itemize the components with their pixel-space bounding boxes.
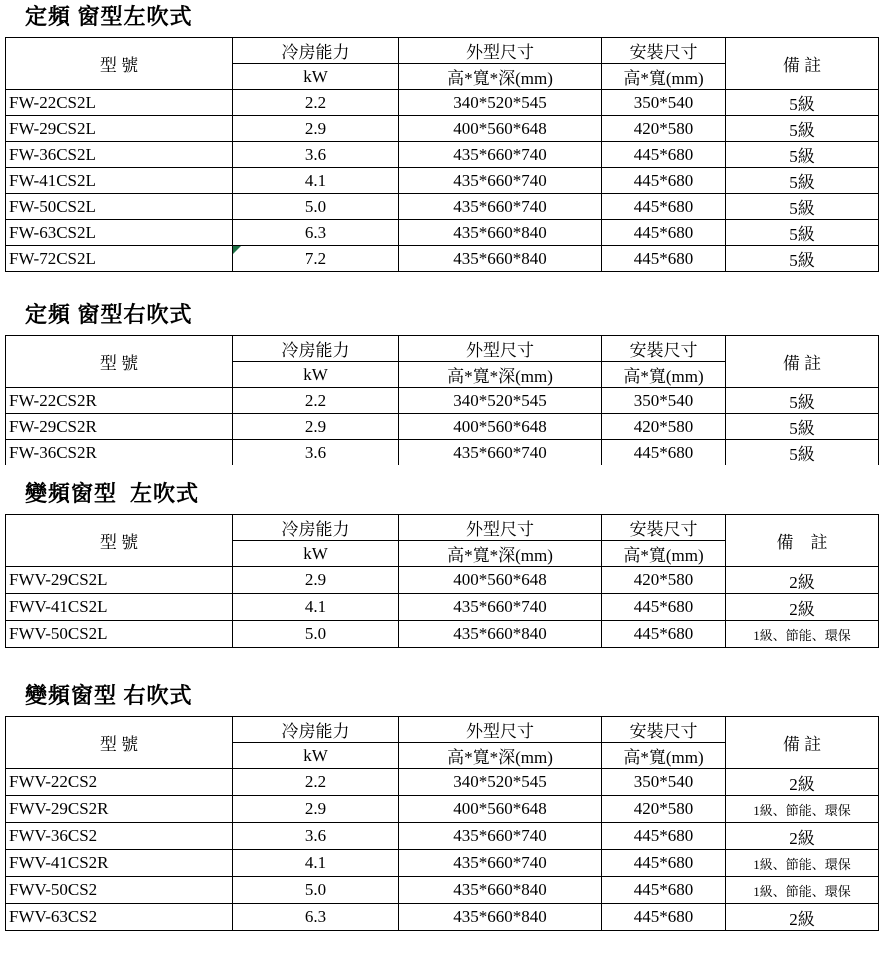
- cell-note: 1級、節能、環保: [726, 796, 879, 823]
- cell-note: 1級、節能、環保: [726, 850, 879, 877]
- header-dims-unit: 高*寬*深(mm): [399, 64, 602, 90]
- header-install-unit: 高*寬(mm): [602, 64, 726, 90]
- cell-kw: 5.0: [233, 877, 399, 904]
- spec-table-inverter-right: [5, 716, 879, 931]
- spec-table-fixed-left: [5, 37, 879, 272]
- cell-note: 5級: [726, 246, 879, 272]
- header-install-dimensions: 安裝尺寸: [602, 717, 726, 743]
- table-row: [6, 877, 879, 904]
- cell-note: 2級: [726, 904, 879, 931]
- cell-note: 5級: [726, 90, 879, 116]
- cell-install: 420*580: [602, 116, 726, 142]
- cell-install: 445*680: [602, 904, 726, 931]
- cell-dims: 435*660*840: [399, 904, 602, 931]
- table-body: [6, 388, 879, 466]
- cell-install: 445*680: [602, 621, 726, 648]
- spec-table-fixed-right: [5, 335, 879, 465]
- header-note: 備 註: [726, 515, 879, 567]
- header-dims-unit: 高*寬*深(mm): [399, 362, 602, 388]
- cell-kw: 2.9: [233, 796, 399, 823]
- cell-note: 5級: [726, 194, 879, 220]
- cell-dims: 340*520*545: [399, 388, 602, 414]
- cell-dims: 435*660*740: [399, 168, 602, 194]
- cell-note: 5級: [726, 414, 879, 440]
- cell-note: 5級: [726, 116, 879, 142]
- cell-dims: 435*660*740: [399, 594, 602, 621]
- table-row: [6, 621, 879, 648]
- cell-dims: 340*520*545: [399, 90, 602, 116]
- cell-install: 445*680: [602, 142, 726, 168]
- cell-dims: 435*660*740: [399, 850, 602, 877]
- cell-install: 350*540: [602, 769, 726, 796]
- header-install-unit: 高*寬(mm): [602, 743, 726, 769]
- header-cooling-capacity: 冷房能力: [233, 336, 399, 362]
- header-outer-dimensions: 外型尺寸: [399, 515, 602, 541]
- table-row: [6, 823, 879, 850]
- table-row: [6, 168, 879, 194]
- cell-note: 5級: [726, 142, 879, 168]
- cell-model: FW-22CS2L: [6, 90, 233, 116]
- cell-model: FWV-29CS2R: [6, 796, 233, 823]
- cell-kw: 2.9: [233, 116, 399, 142]
- cell-kw: 3.6: [233, 823, 399, 850]
- header-cooling-capacity: 冷房能力: [233, 38, 399, 64]
- cell-dims: 435*660*840: [399, 246, 602, 272]
- cell-dims: 400*560*648: [399, 414, 602, 440]
- cell-model: FW-72CS2L: [6, 246, 233, 272]
- cell-dims: 400*560*648: [399, 116, 602, 142]
- header-outer-dimensions: 外型尺寸: [399, 717, 602, 743]
- cell-kw: 2.9: [233, 567, 399, 594]
- cell-note: 1級、節能、環保: [726, 621, 879, 648]
- cell-model: FWV-63CS2: [6, 904, 233, 931]
- table-header: [6, 515, 879, 567]
- table-row: [6, 796, 879, 823]
- table-body: [6, 769, 879, 931]
- cell-kw: 2.2: [233, 90, 399, 116]
- cell-kw: 5.0: [233, 194, 399, 220]
- cell-model: FWV-36CS2: [6, 823, 233, 850]
- header-note: 備 註: [726, 38, 879, 90]
- header-cooling-capacity: 冷房能力: [233, 717, 399, 743]
- table-row: [6, 142, 879, 168]
- cell-kw: 6.3: [233, 904, 399, 931]
- table-header: [6, 717, 879, 769]
- header-kw-unit: kW: [233, 64, 399, 90]
- cell-kw: 4.1: [233, 168, 399, 194]
- cell-model: FW-29CS2L: [6, 116, 233, 142]
- cell-install: 420*580: [602, 567, 726, 594]
- table-row: [6, 594, 879, 621]
- cell-kw: 2.2: [233, 388, 399, 414]
- cell-install: 445*680: [602, 220, 726, 246]
- cell-model: FW-50CS2L: [6, 194, 233, 220]
- cell-note: 2級: [726, 594, 879, 621]
- cell-note: 5級: [726, 388, 879, 414]
- cell-model: FWV-41CS2L: [6, 594, 233, 621]
- cell-note: 2級: [726, 823, 879, 850]
- cell-model: FW-41CS2L: [6, 168, 233, 194]
- header-note: 備 註: [726, 336, 879, 388]
- table-row: [6, 116, 879, 142]
- header-install-unit: 高*寬(mm): [602, 541, 726, 567]
- table-row: [6, 567, 879, 594]
- cell-model: FWV-50CS2: [6, 877, 233, 904]
- cell-install: 445*680: [602, 440, 726, 466]
- table-row: [6, 194, 879, 220]
- table-row: [6, 388, 879, 414]
- header-install-dimensions: 安裝尺寸: [602, 38, 726, 64]
- table-row: [6, 440, 879, 466]
- cell-dims: 435*660*740: [399, 823, 602, 850]
- cell-note: 2級: [726, 567, 879, 594]
- table-body: [6, 90, 879, 272]
- header-kw-unit: kW: [233, 541, 399, 567]
- header-model: 型 號: [6, 38, 233, 90]
- cell-dims: 400*560*648: [399, 796, 602, 823]
- section-title-inverter-right: 變頻窗型 右吹式: [25, 683, 193, 708]
- header-dims-unit: 高*寬*深(mm): [399, 743, 602, 769]
- cell-install: 445*680: [602, 823, 726, 850]
- header-outer-dimensions: 外型尺寸: [399, 336, 602, 362]
- cell-model: FWV-41CS2R: [6, 850, 233, 877]
- cell-dims: 400*560*648: [399, 567, 602, 594]
- cell-install: 420*580: [602, 796, 726, 823]
- cell-dims: 435*660*740: [399, 440, 602, 466]
- cell-dims: 435*660*740: [399, 194, 602, 220]
- cell-model: FWV-29CS2L: [6, 567, 233, 594]
- spec-table-inverter-left: [5, 514, 879, 648]
- cell-kw: 3.6: [233, 440, 399, 466]
- header-model: 型 號: [6, 717, 233, 769]
- table-row: [6, 850, 879, 877]
- header-install-unit: 高*寬(mm): [602, 362, 726, 388]
- header-model: 型 號: [6, 336, 233, 388]
- cell-model: FW-63CS2L: [6, 220, 233, 246]
- cell-install: 445*680: [602, 594, 726, 621]
- cell-note: 5級: [726, 220, 879, 246]
- cell-comment-marker-icon: [233, 246, 241, 254]
- section-title-fixed-left: 定頻 窗型左吹式: [25, 4, 193, 29]
- table-row: [6, 246, 879, 272]
- cell-install: 350*540: [602, 388, 726, 414]
- cell-note: 5級: [726, 168, 879, 194]
- cell-kw: 4.1: [233, 594, 399, 621]
- header-install-dimensions: 安裝尺寸: [602, 515, 726, 541]
- section-title-fixed-right: 定頻 窗型右吹式: [25, 302, 193, 327]
- cell-note: 2級: [726, 769, 879, 796]
- table-row: [6, 90, 879, 116]
- cell-kw: 5.0: [233, 621, 399, 648]
- cell-dims: 435*660*740: [399, 142, 602, 168]
- header-outer-dimensions: 外型尺寸: [399, 38, 602, 64]
- cell-model: FW-36CS2L: [6, 142, 233, 168]
- cell-install: 420*580: [602, 414, 726, 440]
- cell-kw: 4.1: [233, 850, 399, 877]
- section-title-inverter-left: 變頻窗型 左吹式: [25, 481, 200, 506]
- header-cooling-capacity: 冷房能力: [233, 515, 399, 541]
- cell-install: 445*680: [602, 194, 726, 220]
- cell-install: 445*680: [602, 877, 726, 904]
- header-kw-unit: kW: [233, 362, 399, 388]
- cell-install: 350*540: [602, 90, 726, 116]
- header-kw-unit: kW: [233, 743, 399, 769]
- cell-kw: 7.2: [233, 246, 399, 272]
- table-row: [6, 220, 879, 246]
- header-note: 備 註: [726, 717, 879, 769]
- cell-model: FW-22CS2R: [6, 388, 233, 414]
- cell-note: 1級、節能、環保: [726, 877, 879, 904]
- cell-kw: 2.9: [233, 414, 399, 440]
- cell-kw: 3.6: [233, 142, 399, 168]
- cell-dims: 435*660*840: [399, 621, 602, 648]
- header-install-dimensions: 安裝尺寸: [602, 336, 726, 362]
- cell-dims: 435*660*840: [399, 220, 602, 246]
- cell-kw: 6.3: [233, 220, 399, 246]
- cell-kw: 2.2: [233, 769, 399, 796]
- cell-model: FW-29CS2R: [6, 414, 233, 440]
- cell-install: 445*680: [602, 168, 726, 194]
- table-row: [6, 769, 879, 796]
- cell-dims: 340*520*545: [399, 769, 602, 796]
- table-header: [6, 38, 879, 90]
- table-row: [6, 414, 879, 440]
- cell-install: 445*680: [602, 246, 726, 272]
- header-model: 型 號: [6, 515, 233, 567]
- table-body: [6, 567, 879, 648]
- cell-model: FW-36CS2R: [6, 440, 233, 466]
- cell-model: FWV-22CS2: [6, 769, 233, 796]
- cell-dims: 435*660*840: [399, 877, 602, 904]
- cell-model: FWV-50CS2L: [6, 621, 233, 648]
- cell-install: 445*680: [602, 850, 726, 877]
- cell-note: 5級: [726, 440, 879, 466]
- header-dims-unit: 高*寬*深(mm): [399, 541, 602, 567]
- table-header: [6, 336, 879, 388]
- table-row: [6, 904, 879, 931]
